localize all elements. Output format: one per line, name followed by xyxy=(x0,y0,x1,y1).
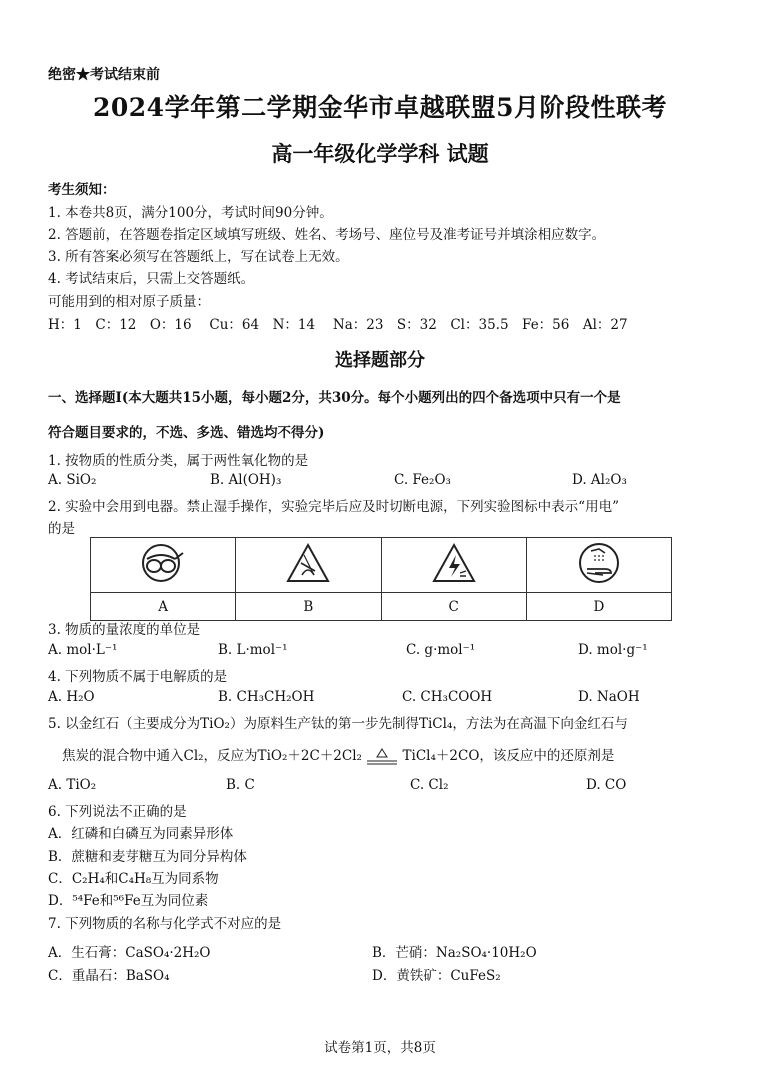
icon-label-c: C xyxy=(381,593,526,621)
note-item: 4. 考试结束后，只需上交答题纸。 xyxy=(48,271,255,287)
q6-option-b: B．蔗糖和麦芽糖互为同分异构体 xyxy=(48,849,247,865)
section-instruction: 一、选择题I(本大题共15小题，每小题2分，共30分。每个小题列出的四个备选项中只有一个是 xyxy=(48,390,621,406)
q7-option-d: D．黄铁矿：CuFeS₂ xyxy=(372,968,501,984)
atomic-masses: H：1 C：12 O：16 Cu：64 N：14 Na：23 S：32 Cl：35.5 Fe：56 Al：27 xyxy=(48,317,628,333)
q6-option-d: D．⁵⁴Fe和⁵⁶Fe互为同位素 xyxy=(48,893,209,909)
q4-option-b: B. CH₃CH₂OH xyxy=(218,689,315,705)
mass-label: 可能用到的相对原子质量： xyxy=(48,294,210,310)
q4-option-a: A. H₂O xyxy=(48,689,95,705)
question-6-stem: 6. 下列说法不正确的是 xyxy=(48,804,187,820)
question-1-stem: 1. 按物质的性质分类，属于两性氧化物的是 xyxy=(48,453,309,469)
reaction-left: 焦炭的混合物中通入Cl₂，反应为TiO₂＋2C＋2Cl₂ xyxy=(62,748,362,764)
icon-label-d: D xyxy=(526,593,671,621)
q1-option-a: A. SiO₂ xyxy=(48,472,97,488)
question-7-stem: 7. 下列物质的名称与化学式不对应的是 xyxy=(48,916,282,932)
note-item: 2. 答题前，在答题卷指定区域填写班级、姓名、考场号、座位号及准考证号并填涂相应数字。 xyxy=(48,227,606,243)
page-title: 2024学年第二学期金华市卓越联盟5月阶段性联考 xyxy=(93,93,667,122)
page-footer: 试卷第1页，共8页 xyxy=(324,1040,436,1056)
question-5-reaction xyxy=(62,744,614,766)
icon-label-a: A xyxy=(91,593,236,621)
icon-table xyxy=(90,537,672,621)
question-2-stem-cont: 的是 xyxy=(48,521,75,537)
q1-option-c: C. Fe₂O₃ xyxy=(394,472,451,488)
section-instruction: 符合题目要求的，不选、多选、错选均不得分) xyxy=(48,425,325,441)
icon-label-b: B xyxy=(236,593,381,621)
heating-arrow-icon xyxy=(366,748,398,766)
q7-option-b: B．芒硝：Na₂SO₄·10H₂O xyxy=(372,945,537,961)
icon-cell-c xyxy=(381,538,526,593)
question-2-stem: 2. 实验中会用到电器。禁止湿手操作，实验完毕后应及时切断电源，下列实验图标中表示“用电” xyxy=(48,499,619,515)
q3-option-c: C. g·mol⁻¹ xyxy=(406,642,476,658)
q7-option-a: A．生石膏：CaSO₄·2H₂O xyxy=(48,945,211,961)
q3-option-a: A. mol·L⁻¹ xyxy=(48,642,118,658)
hand-wash-icon xyxy=(575,541,623,585)
icon-cell-b xyxy=(236,538,381,593)
secret-label: 绝密★考试结束前 xyxy=(48,67,160,83)
q3-option-b: B. L·mol⁻¹ xyxy=(218,642,288,658)
q7-option-c: C．重晶石：BaSO₄ xyxy=(48,968,170,984)
heating-icon xyxy=(284,541,332,585)
question-4-stem: 4. 下列物质不属于电解质的是 xyxy=(48,669,228,685)
q1-option-d: D. Al₂O₃ xyxy=(572,472,627,488)
q1-option-b: B. Al(OH)₃ xyxy=(210,472,282,488)
goggles-icon xyxy=(139,541,187,585)
icon-cell-d xyxy=(526,538,671,593)
reaction-right: TiCl₄＋2CO，该反应中的还原剂是 xyxy=(402,748,615,764)
electricity-icon xyxy=(430,541,478,585)
notes-heading: 考生须知： xyxy=(48,182,116,198)
section-title: 选择题部分 xyxy=(335,350,425,371)
q4-option-c: C. CH₃COOH xyxy=(402,689,493,705)
q5-option-b: B. C xyxy=(226,777,255,793)
question-3-stem: 3. 物质的量浓度的单位是 xyxy=(48,622,201,638)
q5-option-d: D. CO xyxy=(586,777,627,793)
icon-cell-a xyxy=(91,538,236,593)
page-subtitle: 高一年级化学学科 试题 xyxy=(271,141,489,166)
note-item: 3. 所有答案必须写在答题纸上，写在试卷上无效。 xyxy=(48,249,349,265)
q4-option-d: D. NaOH xyxy=(578,689,640,705)
q6-option-c: C．C₂H₄和C₄H₈互为同系物 xyxy=(48,871,219,887)
q5-option-a: A. TiO₂ xyxy=(48,777,97,793)
question-5-stem: 5. 以金红石（主要成分为TiO₂）为原料生产钛的第一步先制得TiCl₄，方法为在高温下向金红石与 xyxy=(48,716,628,732)
note-item: 1. 本卷共8页，满分100分，考试时间90分钟。 xyxy=(48,205,333,221)
q3-option-d: D. mol·g⁻¹ xyxy=(578,642,648,658)
q6-option-a: A．红磷和白磷互为同素异形体 xyxy=(48,826,234,842)
q5-option-c: C. Cl₂ xyxy=(410,777,449,793)
